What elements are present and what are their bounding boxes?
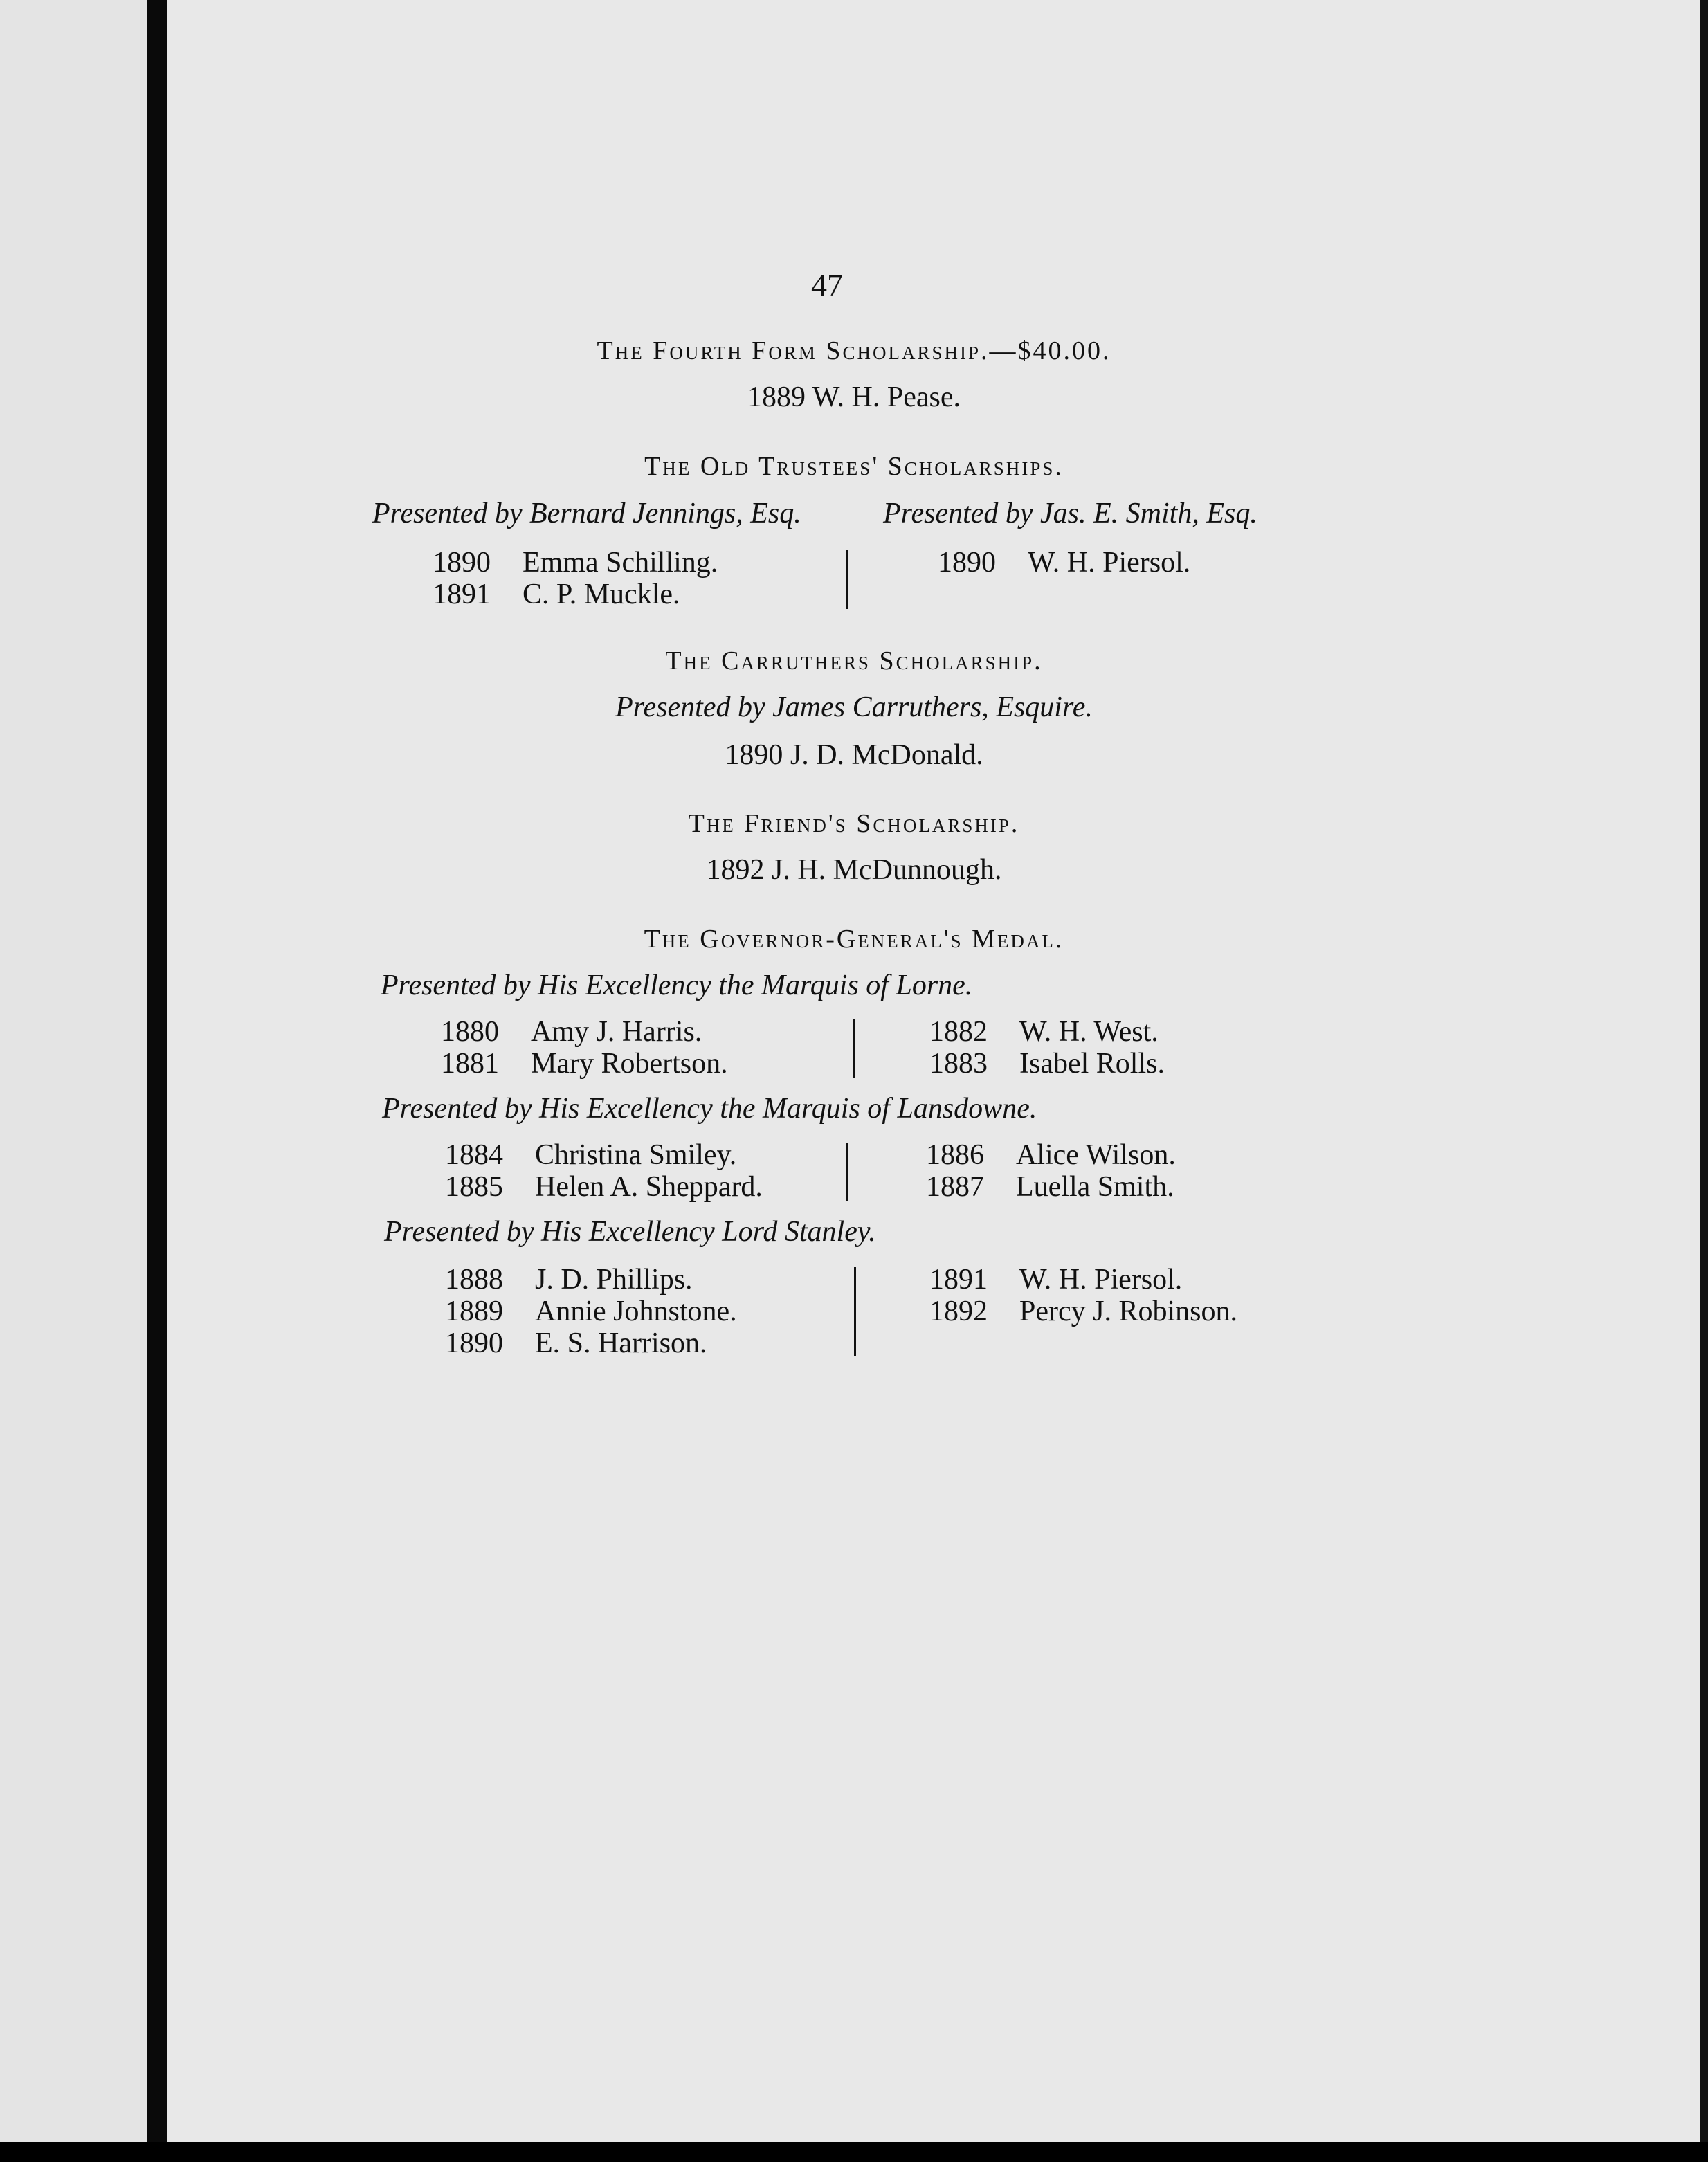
recipient-name: W. H. Piersol. [1028, 547, 1191, 579]
recipient-year: 1886 [926, 1139, 984, 1171]
friends-heading: The Friend's Scholarship. [688, 809, 1020, 838]
recipient-name: Amy J. Harris. [531, 1016, 702, 1048]
list-item [929, 1264, 1237, 1296]
stanley-presenter: Presented by His Excellency Lord Stanley. [384, 1216, 876, 1248]
recipient-year: 1881 [441, 1048, 499, 1080]
old-trustees-heading: The Old Trustees' Scholarships. [644, 452, 1064, 481]
recipient-name: W. H. West. [1019, 1016, 1159, 1048]
right-page-edge [1700, 0, 1708, 2142]
friends-recipient: 1892 J. H. McDunnough. [706, 854, 1002, 886]
fourth-form-recipient: 1889 W. H. Pease. [747, 381, 961, 413]
recipient-year: 1888 [445, 1264, 503, 1296]
recipient-year: 1892 [929, 1296, 988, 1327]
lansdowne-right-list [926, 1139, 1176, 1203]
carruthers-recipient: 1890 J. D. McDonald. [725, 739, 983, 771]
column-divider [854, 1267, 856, 1356]
recipient-name: Christina Smiley. [535, 1139, 737, 1171]
recipient-name: Luella Smith. [1016, 1171, 1174, 1203]
column-divider [846, 550, 848, 609]
bottom-page-edge [0, 2142, 1708, 2162]
stanley-left-list [445, 1264, 737, 1359]
recipient-year: 1891 [929, 1264, 988, 1296]
recipient-year: 1891 [433, 579, 491, 610]
list-item [929, 1016, 1165, 1048]
recipient-name: E. S. Harrison. [535, 1327, 707, 1359]
page-number: 47 [811, 267, 843, 302]
old-trustees-right-presenter: Presented by Jas. E. Smith, Esq. [883, 498, 1257, 529]
recipient-name: W. H. Piersol. [1019, 1264, 1183, 1296]
list-item [445, 1171, 763, 1203]
recipient-name: J. D. Phillips. [535, 1264, 693, 1296]
old-trustees-left-list [433, 547, 718, 610]
book-spine [147, 0, 167, 2142]
recipient-year: 1890 [938, 547, 996, 579]
list-item [445, 1327, 737, 1359]
list-item [926, 1139, 1176, 1171]
list-item [433, 547, 718, 579]
list-item [929, 1048, 1165, 1080]
lorne-presenter: Presented by His Excellency the Marquis of Lorne. [381, 970, 973, 1001]
recipient-name: Emma Schilling. [523, 547, 718, 579]
recipient-name: C. P. Muckle. [523, 579, 680, 610]
recipient-year: 1890 [445, 1327, 503, 1359]
stanley-right-list [929, 1264, 1237, 1327]
left-page-edge [0, 0, 147, 2142]
list-item [926, 1171, 1176, 1203]
recipient-name: Alice Wilson. [1016, 1139, 1176, 1171]
list-item [433, 579, 718, 610]
fourth-form-heading: The Fourth Form Scholarship.—$40.00. [597, 336, 1111, 365]
recipient-name: Annie Johnstone. [535, 1296, 737, 1327]
recipient-year: 1885 [445, 1171, 503, 1203]
recipient-year: 1890 [433, 547, 491, 579]
lansdowne-left-list [445, 1139, 763, 1203]
governor-general-heading: The Governor-General's Medal. [644, 925, 1064, 954]
old-trustees-left-presenter: Presented by Bernard Jennings, Esq. [372, 498, 801, 529]
recipient-name: Isabel Rolls. [1019, 1048, 1165, 1080]
list-item [445, 1139, 763, 1171]
list-item [445, 1264, 737, 1296]
recipient-name: Mary Robertson. [531, 1048, 728, 1080]
recipient-name: Percy J. Robinson. [1019, 1296, 1237, 1327]
lansdowne-presenter: Presented by His Excellency the Marquis of Lansdowne. [382, 1093, 1037, 1125]
lorne-left-list [441, 1016, 728, 1080]
recipient-year: 1889 [445, 1296, 503, 1327]
recipient-year: 1887 [926, 1171, 984, 1203]
recipient-year: 1880 [441, 1016, 499, 1048]
list-item [938, 547, 1190, 579]
column-divider [846, 1143, 848, 1201]
carruthers-presenter: Presented by James Carruthers, Esquire. [615, 691, 1093, 723]
column-divider [853, 1019, 855, 1078]
list-item [929, 1296, 1237, 1327]
list-item [441, 1016, 728, 1048]
lorne-right-list [929, 1016, 1165, 1080]
recipient-year: 1882 [929, 1016, 988, 1048]
recipient-name: Helen A. Sheppard. [535, 1171, 763, 1203]
carruthers-heading: The Carruthers Scholarship. [665, 646, 1043, 675]
recipient-year: 1883 [929, 1048, 988, 1080]
recipient-year: 1884 [445, 1139, 503, 1171]
old-trustees-right-list [938, 547, 1190, 579]
list-item [445, 1296, 737, 1327]
list-item [441, 1048, 728, 1080]
